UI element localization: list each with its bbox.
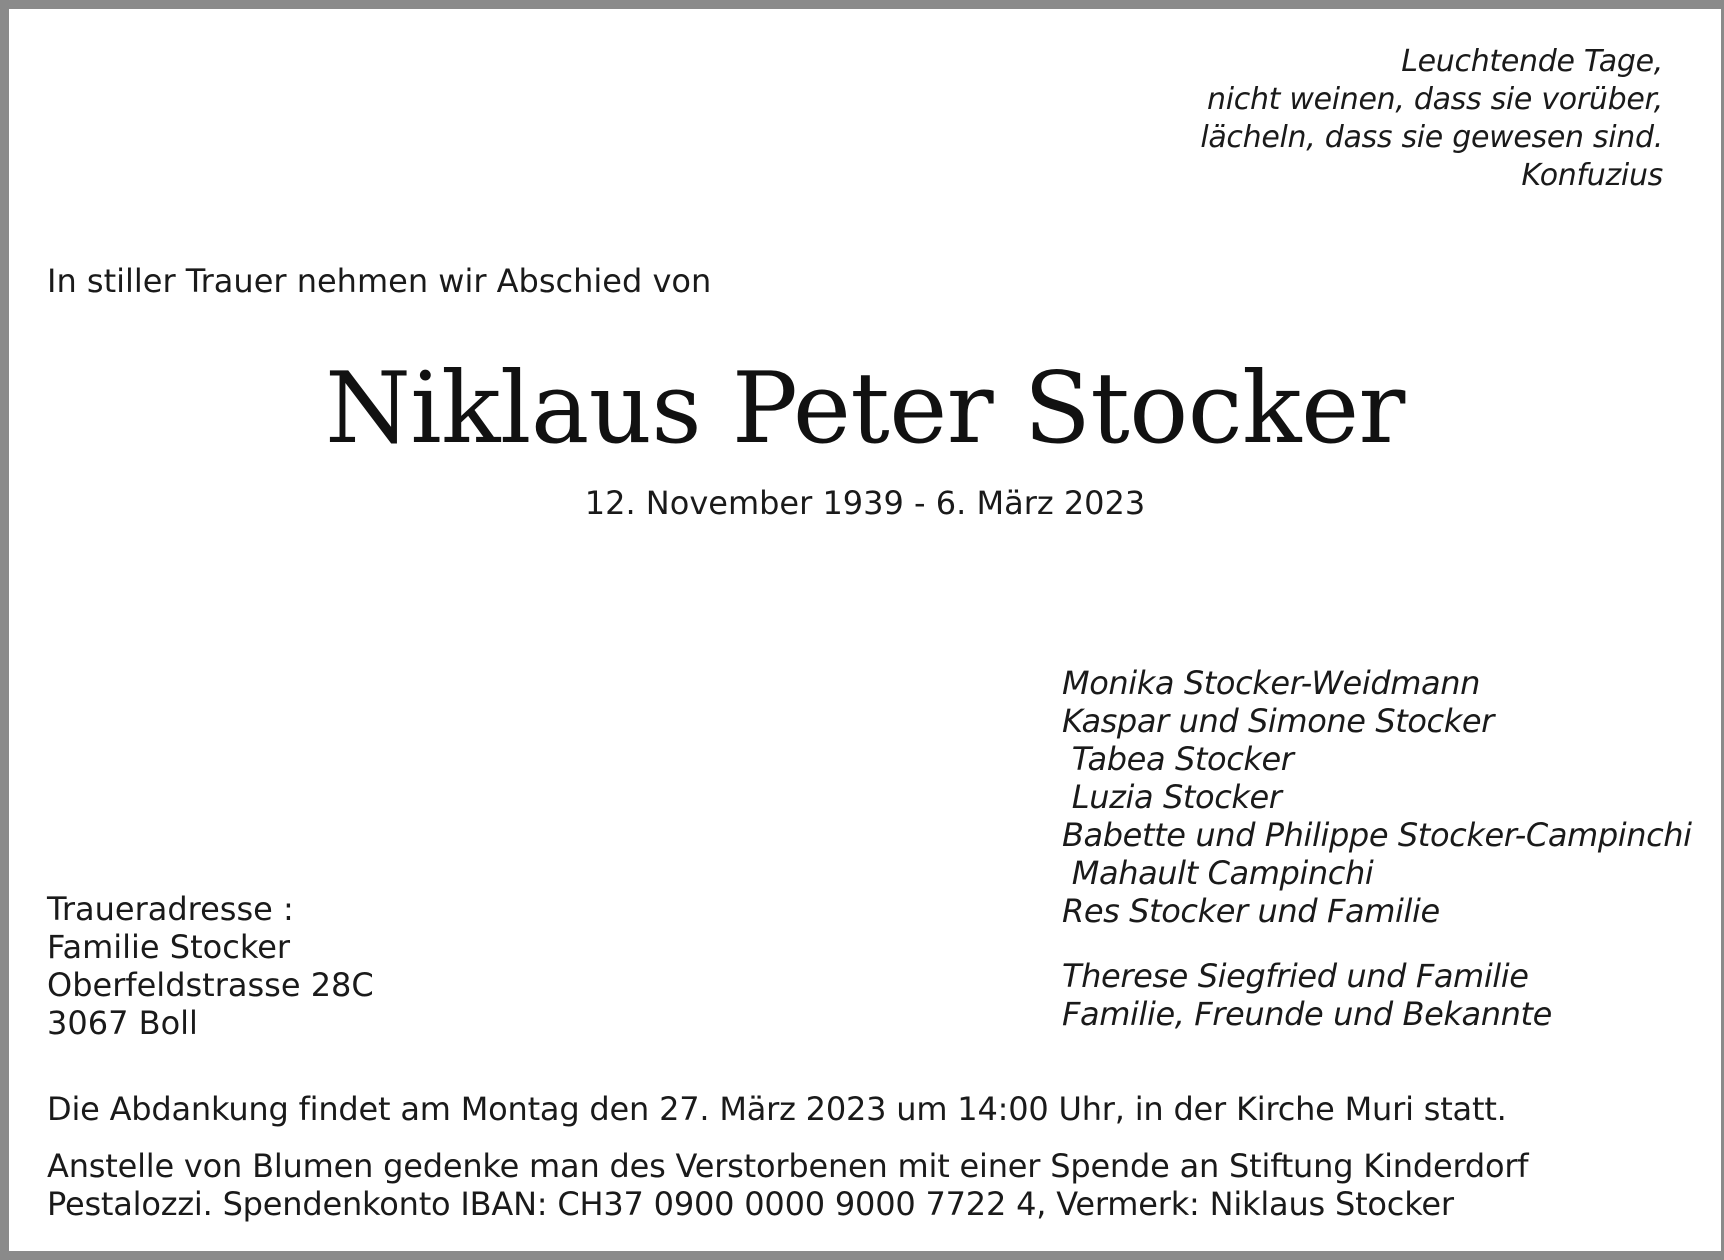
address-line: Familie Stocker <box>47 928 291 966</box>
mourner-entry: Babette und Philippe Stocker-Campinchi <box>1062 816 1692 854</box>
mourner-entry: Familie, Freunde und Bekannte <box>1062 995 1552 1033</box>
quote-line: Leuchtende Tage, <box>1401 44 1663 79</box>
address-line: Oberfeldstrasse 28C <box>47 966 374 1004</box>
obituary-notice <box>9 9 1721 1251</box>
quote-line: lächeln, dass sie gewesen sind. <box>1200 120 1663 155</box>
ceremony-info: Die Abdankung findet am Montag den 27. März 2023 um 14:00 Uhr, in der Kirche Muri statt. <box>47 1090 1507 1128</box>
donation-info <box>47 1147 1528 1223</box>
mourner-entry: Therese Siegfried und Familie <box>1062 957 1529 995</box>
mourner-entry: Luzia Stocker <box>1062 778 1282 816</box>
mourners-list <box>1062 664 1692 1033</box>
mourning-address <box>47 890 374 1042</box>
donation-line: Pestalozzi. Spendenkonto IBAN: CH37 0900 0000 9000 7722 4, Vermerk: Niklaus Stocker <box>47 1185 1454 1223</box>
intro-text: In stiller Trauer nehmen wir Abschied von <box>47 262 712 300</box>
mourner-entry: Mahault Campinchi <box>1062 854 1374 892</box>
address-line: 3067 Boll <box>47 1004 198 1042</box>
donation-line: Anstelle von Blumen gedenke man des Verstorbenen mit einer Spende an Stiftung Kinderdorf <box>47 1147 1529 1185</box>
mourner-entry: Res Stocker und Familie <box>1062 892 1440 930</box>
deceased-name: Niklaus Peter Stocker <box>325 352 1405 466</box>
mourner-entry: Tabea Stocker <box>1062 740 1294 778</box>
quote-author: Konfuzius <box>1521 158 1663 193</box>
mourners-spacer <box>1062 930 1692 957</box>
mourner-entry: Kaspar und Simone Stocker <box>1062 702 1494 740</box>
quote-block <box>1200 43 1663 195</box>
mourner-entry: Monika Stocker-Weidmann <box>1062 664 1480 702</box>
life-dates: 12. November 1939 - 6. März 2023 <box>584 484 1146 522</box>
address-label: Traueradresse : <box>47 890 294 928</box>
quote-line: nicht weinen, dass sie vorüber, <box>1207 82 1663 117</box>
